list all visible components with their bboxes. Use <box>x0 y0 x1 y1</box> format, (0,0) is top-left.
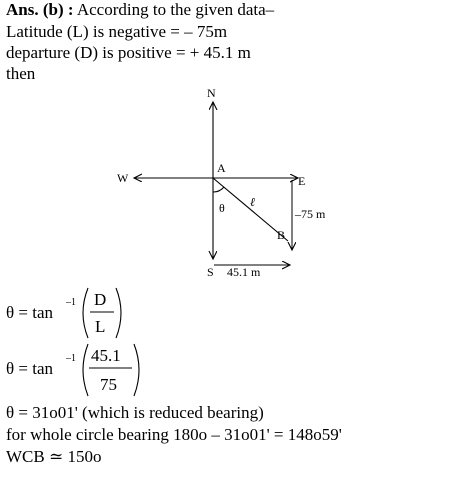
answer-label: Ans. (b) : <box>6 0 74 19</box>
theta-arc <box>213 187 224 192</box>
latitude-dimension-label: –75 m <box>295 207 326 221</box>
equation-2 <box>6 344 139 396</box>
eq2-numerator: 45.1 <box>91 346 121 365</box>
eq1-numerator: D <box>94 290 107 309</box>
eq2-denominator: 75 <box>100 375 117 394</box>
south-label: S <box>207 265 214 279</box>
eq2-left-paren <box>83 344 88 396</box>
north-label: N <box>207 86 216 100</box>
departure-dimension-label: 45.1 m <box>227 265 261 279</box>
theta-label: θ <box>219 201 225 215</box>
west-label: W <box>117 171 129 185</box>
latitude-statement: Latitude (L) is negative = – 75m <box>6 22 228 41</box>
east-label: E <box>298 174 306 188</box>
eq1-exponent: –1 <box>66 297 76 308</box>
answer-intro: According to the given data– <box>73 0 275 19</box>
eq1-left-paren <box>83 288 88 338</box>
point-a-label: A <box>217 161 226 175</box>
departure-statement: departure (D) is positive = + 45.1 m <box>6 43 251 62</box>
equation-1 <box>6 288 121 338</box>
eq2-exponent: –1 <box>66 353 76 364</box>
point-b-label: B <box>277 228 286 242</box>
eq1-denominator: L <box>95 317 106 336</box>
then-text: then <box>6 64 36 83</box>
reduced-bearing-result: θ = 31o01' (which is reduced bearing) <box>6 403 264 422</box>
eq1-lhs: θ = tan <box>6 303 53 322</box>
eq2-lhs: θ = tan <box>6 359 53 378</box>
eq1-right-paren <box>116 288 121 338</box>
wcb-result: WCB ≃ 150o <box>6 447 102 466</box>
ell-label: ℓ <box>250 195 255 209</box>
whole-circle-bearing-result: for whole circle bearing 180o – 31o01' = 148o59' <box>6 425 342 444</box>
eq2-right-paren <box>134 344 139 396</box>
